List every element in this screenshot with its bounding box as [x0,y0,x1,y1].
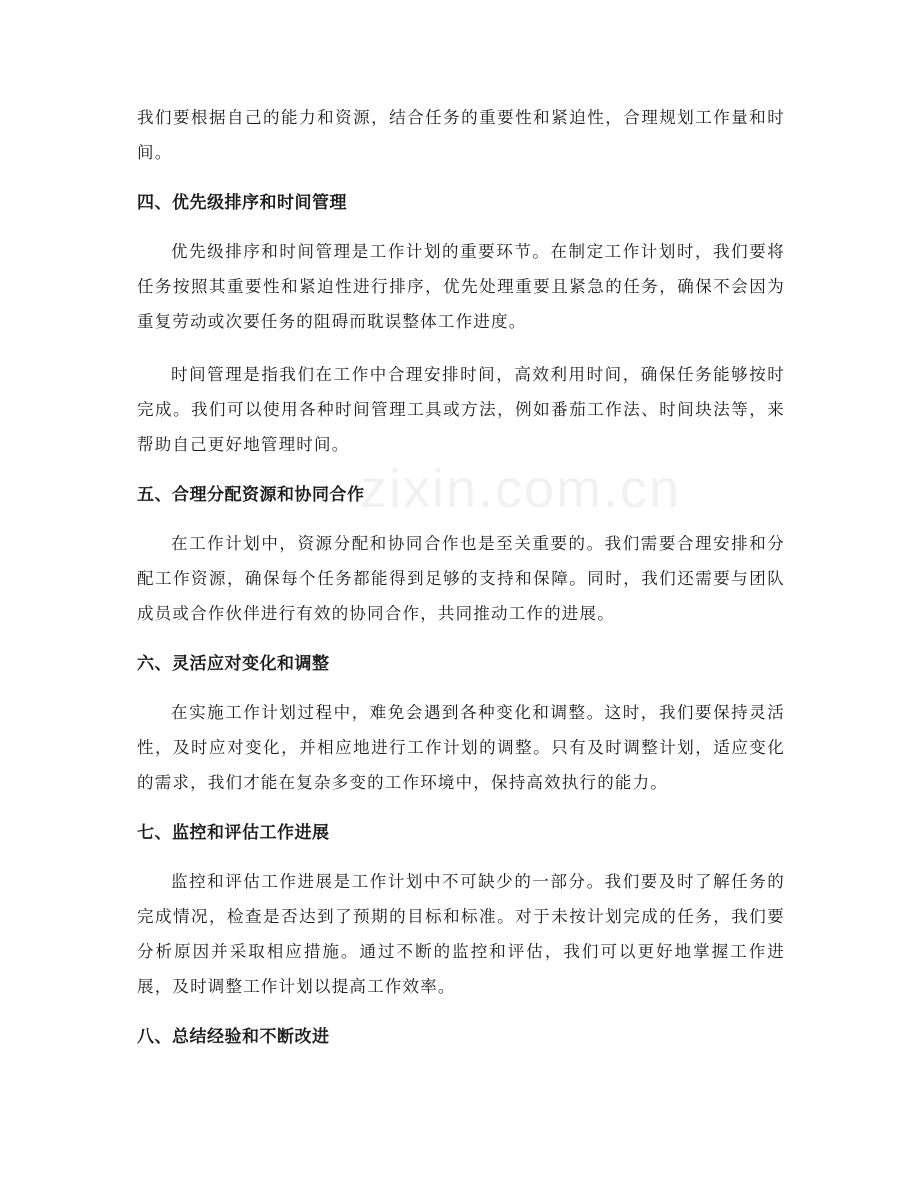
section-heading-5: 五、合理分配资源和协同合作 [137,485,365,505]
section-heading-6: 六、灵活应对变化和调整 [137,654,330,674]
paragraph-6-1: 在实施工作计划过程中，难免会遇到各种变化和调整。这时，我们要保持灵活性，及时应对变化，并相应地进行工作计划的调整。只有及时调整计划，适应变化的需求，我们才能在复杂多变的工作环境中，保持高效执行的能力。 [137,703,785,792]
section-heading-4: 四、优先级排序和时间管理 [137,193,347,213]
document-body [137,100,785,1049]
paragraph-7-1: 监控和评估工作进展是工作计划中不可缺少的一部分。我们要及时了解任务的完成情况，检查是否达到了预期的目标和标准。对于未按计划完成的任务，我们要分析原因并采取相应措施。通过不断的监控和评估，我们可以更好地掌握工作进展，及时调整工作计划以提高工作效率。 [137,872,785,996]
watermark: zixin.com.cn [360,459,682,519]
paragraph-5-1: 在工作计划中，资源分配和协同合作也是至关重要的。我们需要合理安排和分配工作资源，确保每个任务都能得到足够的支持和保障。同时，我们还需要与团队成员或合作伙伴进行有效的协同合作，共同推动工作的进展。 [137,534,785,623]
paragraph-intro: 我们要根据自己的能力和资源，结合任务的重要性和紧迫性，合理规划工作量和时间。 [137,108,785,162]
section-heading-8: 八、总结经验和不断改进 [137,1027,330,1047]
paragraph-4-2: 时间管理是指我们在工作中合理安排时间，高效利用时间，确保任务能够按时完成。我们可以使用各种时间管理工具或方法，例如番茄工作法、时间块法等，来帮助自己更好地管理时间。 [137,365,785,454]
section-heading-7: 七、监控和评估工作进展 [137,823,330,843]
paragraph-4-1: 优先级排序和时间管理是工作计划的重要环节。在制定工作计划时，我们要将任务按照其重要性和紧迫性进行排序，优先处理重要且紧急的任务，确保不会因为重复劳动或次要任务的阻碍而耽误整体工作进度。 [137,242,785,331]
